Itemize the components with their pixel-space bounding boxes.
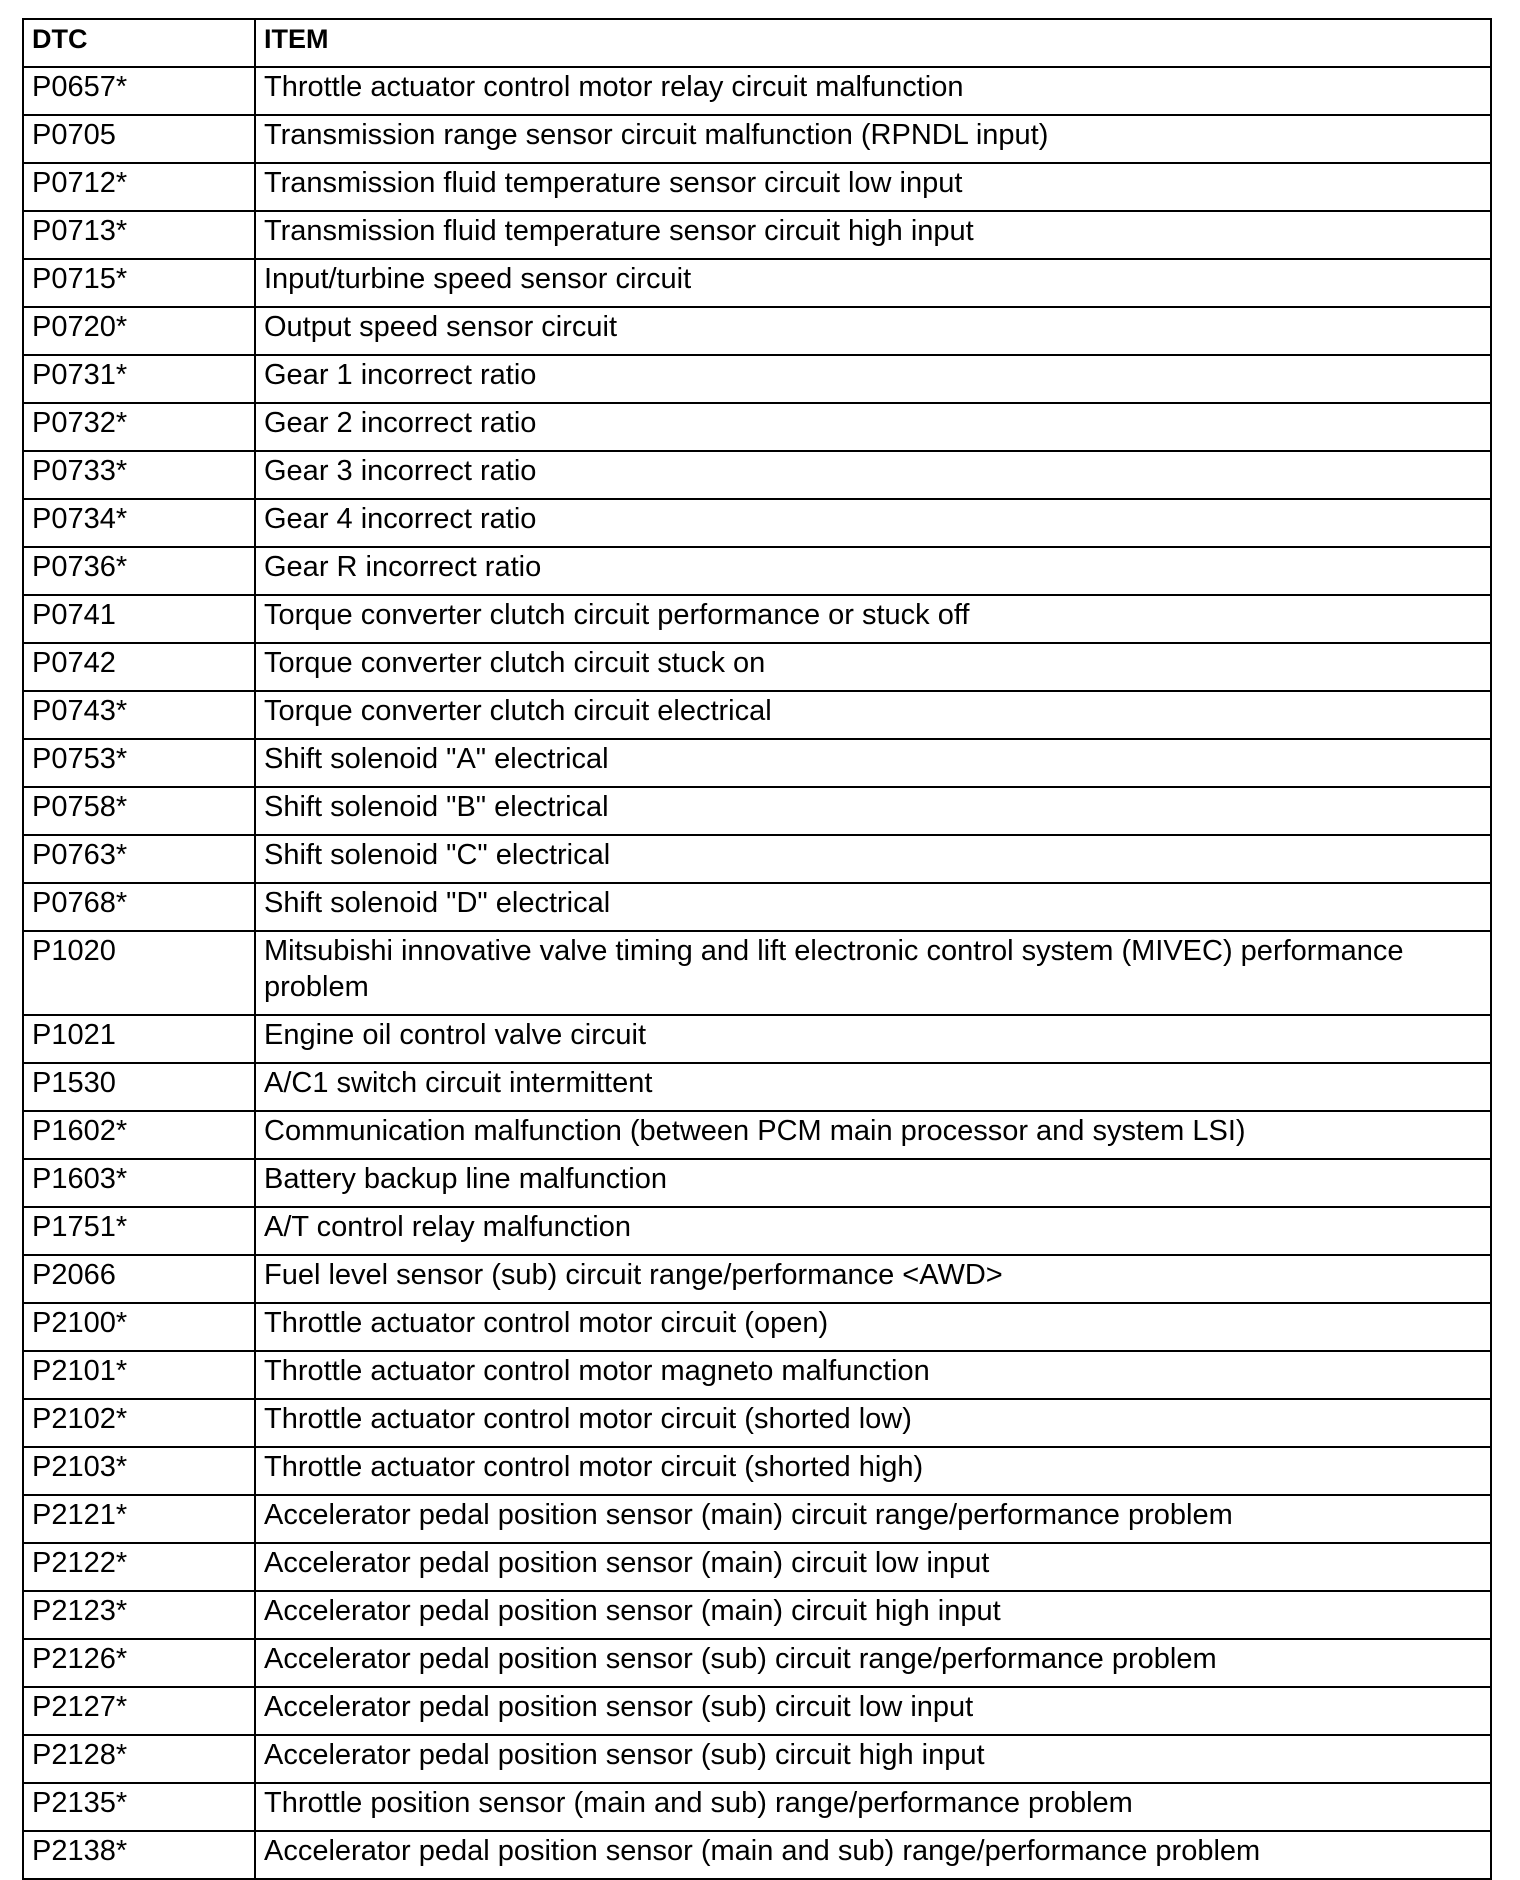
dtc-code-cell: P1021: [23, 1015, 255, 1063]
table-row: [23, 1447, 1491, 1495]
table-row: [23, 1735, 1491, 1783]
dtc-code-cell: P2127*: [23, 1687, 255, 1735]
dtc-item-cell: Throttle position sensor (main and sub) range/performance problem: [255, 1783, 1491, 1831]
dtc-item-cell: A/T control relay malfunction: [255, 1207, 1491, 1255]
table-row: [23, 67, 1491, 115]
header-dtc: DTC: [23, 19, 255, 67]
dtc-item-cell: Gear 2 incorrect ratio: [255, 403, 1491, 451]
dtc-item-cell: Accelerator pedal position sensor (sub) circuit high input: [255, 1735, 1491, 1783]
dtc-code-cell: P2100*: [23, 1303, 255, 1351]
table-header-row: [23, 19, 1491, 67]
table-row: [23, 1255, 1491, 1303]
dtc-code-cell: P1751*: [23, 1207, 255, 1255]
dtc-code-cell: P0733*: [23, 451, 255, 499]
table-row: [23, 1207, 1491, 1255]
dtc-code-cell: P2126*: [23, 1639, 255, 1687]
dtc-item-cell: Accelerator pedal position sensor (main) circuit low input: [255, 1543, 1491, 1591]
dtc-code-cell: P0743*: [23, 691, 255, 739]
table-body: [23, 67, 1491, 1879]
dtc-item-cell: Gear 3 incorrect ratio: [255, 451, 1491, 499]
table-row: [23, 355, 1491, 403]
table-row: [23, 835, 1491, 883]
dtc-item-cell: Throttle actuator control motor circuit (open): [255, 1303, 1491, 1351]
dtc-code-cell: P0742: [23, 643, 255, 691]
dtc-code-cell: P0753*: [23, 739, 255, 787]
dtc-item-cell: Transmission range sensor circuit malfunction (RPNDL input): [255, 115, 1491, 163]
dtc-item-cell: Shift solenoid "D" electrical: [255, 883, 1491, 931]
dtc-item-cell: Torque converter clutch circuit performance or stuck off: [255, 595, 1491, 643]
dtc-item-cell: Battery backup line malfunction: [255, 1159, 1491, 1207]
table-row: [23, 1591, 1491, 1639]
dtc-code-cell: P0734*: [23, 499, 255, 547]
table-row: [23, 403, 1491, 451]
table-row: [23, 1399, 1491, 1447]
dtc-code-cell: P0732*: [23, 403, 255, 451]
table-row: [23, 1303, 1491, 1351]
table-row: [23, 1687, 1491, 1735]
dtc-code-cell: P2102*: [23, 1399, 255, 1447]
table-row: [23, 1831, 1491, 1879]
dtc-item-cell: Shift solenoid "B" electrical: [255, 787, 1491, 835]
dtc-code-cell: P2122*: [23, 1543, 255, 1591]
dtc-code-cell: P0713*: [23, 211, 255, 259]
dtc-item-cell: Output speed sensor circuit: [255, 307, 1491, 355]
dtc-item-cell: Accelerator pedal position sensor (main) circuit high input: [255, 1591, 1491, 1639]
dtc-item-cell: Throttle actuator control motor relay circuit malfunction: [255, 67, 1491, 115]
dtc-code-cell: P0657*: [23, 67, 255, 115]
table-row: [23, 115, 1491, 163]
dtc-code-cell: P0720*: [23, 307, 255, 355]
table-row: [23, 259, 1491, 307]
header-item: ITEM: [255, 19, 1491, 67]
dtc-code-cell: P2103*: [23, 1447, 255, 1495]
dtc-item-cell: Accelerator pedal position sensor (main) circuit range/performance problem: [255, 1495, 1491, 1543]
dtc-item-cell: Fuel level sensor (sub) circuit range/performance <AWD>: [255, 1255, 1491, 1303]
dtc-code-cell: P2066: [23, 1255, 255, 1303]
dtc-code-cell: P0712*: [23, 163, 255, 211]
table-row: [23, 595, 1491, 643]
dtc-code-cell: P2123*: [23, 1591, 255, 1639]
dtc-item-cell: Throttle actuator control motor circuit (shorted high): [255, 1447, 1491, 1495]
dtc-item-cell: Communication malfunction (between PCM main processor and system LSI): [255, 1111, 1491, 1159]
dtc-item-cell: Throttle actuator control motor magneto malfunction: [255, 1351, 1491, 1399]
dtc-item-cell: Accelerator pedal position sensor (sub) circuit range/performance problem: [255, 1639, 1491, 1687]
dtc-code-cell: P1020: [23, 931, 255, 1015]
dtc-item-cell: Gear R incorrect ratio: [255, 547, 1491, 595]
table-row: [23, 691, 1491, 739]
table-row: [23, 451, 1491, 499]
table-row: [23, 163, 1491, 211]
dtc-item-cell: Mitsubishi innovative valve timing and lift electronic control system (MIVEC) performance problem: [255, 931, 1491, 1015]
dtc-item-cell: Engine oil control valve circuit: [255, 1015, 1491, 1063]
dtc-code-cell: P2138*: [23, 1831, 255, 1879]
dtc-code-cell: P2135*: [23, 1783, 255, 1831]
dtc-code-cell: P0758*: [23, 787, 255, 835]
dtc-item-cell: Accelerator pedal position sensor (sub) circuit low input: [255, 1687, 1491, 1735]
table-row: [23, 643, 1491, 691]
dtc-item-cell: Transmission fluid temperature sensor circuit high input: [255, 211, 1491, 259]
table-row: [23, 1063, 1491, 1111]
dtc-item-cell: Throttle actuator control motor circuit (shorted low): [255, 1399, 1491, 1447]
table-row: [23, 931, 1491, 1015]
table-row: [23, 547, 1491, 595]
table-row: [23, 787, 1491, 835]
dtc-item-cell: Gear 4 incorrect ratio: [255, 499, 1491, 547]
table-row: [23, 1543, 1491, 1591]
dtc-item-cell: Shift solenoid "A" electrical: [255, 739, 1491, 787]
table-row: [23, 1351, 1491, 1399]
dtc-item-cell: Transmission fluid temperature sensor circuit low input: [255, 163, 1491, 211]
dtc-code-cell: P0736*: [23, 547, 255, 595]
table-row: [23, 883, 1491, 931]
dtc-item-cell: Torque converter clutch circuit stuck on: [255, 643, 1491, 691]
dtc-document: [22, 18, 1490, 1880]
dtc-code-cell: P2121*: [23, 1495, 255, 1543]
table-row: [23, 739, 1491, 787]
dtc-item-cell: Accelerator pedal position sensor (main and sub) range/performance problem: [255, 1831, 1491, 1879]
table-row: [23, 1159, 1491, 1207]
dtc-item-cell: Gear 1 incorrect ratio: [255, 355, 1491, 403]
table-row: [23, 1495, 1491, 1543]
dtc-code-cell: P0715*: [23, 259, 255, 307]
table-row: [23, 211, 1491, 259]
dtc-item-cell: Input/turbine speed sensor circuit: [255, 259, 1491, 307]
dtc-table: [22, 18, 1492, 1880]
dtc-code-cell: P2128*: [23, 1735, 255, 1783]
dtc-code-cell: P0731*: [23, 355, 255, 403]
table-row: [23, 1783, 1491, 1831]
table-row: [23, 499, 1491, 547]
dtc-item-cell: Torque converter clutch circuit electrical: [255, 691, 1491, 739]
dtc-code-cell: P0763*: [23, 835, 255, 883]
dtc-item-cell: Shift solenoid "C" electrical: [255, 835, 1491, 883]
dtc-code-cell: P0741: [23, 595, 255, 643]
table-row: [23, 1111, 1491, 1159]
dtc-code-cell: P1530: [23, 1063, 255, 1111]
dtc-item-cell: A/C1 switch circuit intermittent: [255, 1063, 1491, 1111]
dtc-code-cell: P2101*: [23, 1351, 255, 1399]
dtc-code-cell: P0768*: [23, 883, 255, 931]
table-row: [23, 1015, 1491, 1063]
dtc-code-cell: P0705: [23, 115, 255, 163]
dtc-code-cell: P1602*: [23, 1111, 255, 1159]
table-row: [23, 307, 1491, 355]
table-row: [23, 1639, 1491, 1687]
dtc-code-cell: P1603*: [23, 1159, 255, 1207]
